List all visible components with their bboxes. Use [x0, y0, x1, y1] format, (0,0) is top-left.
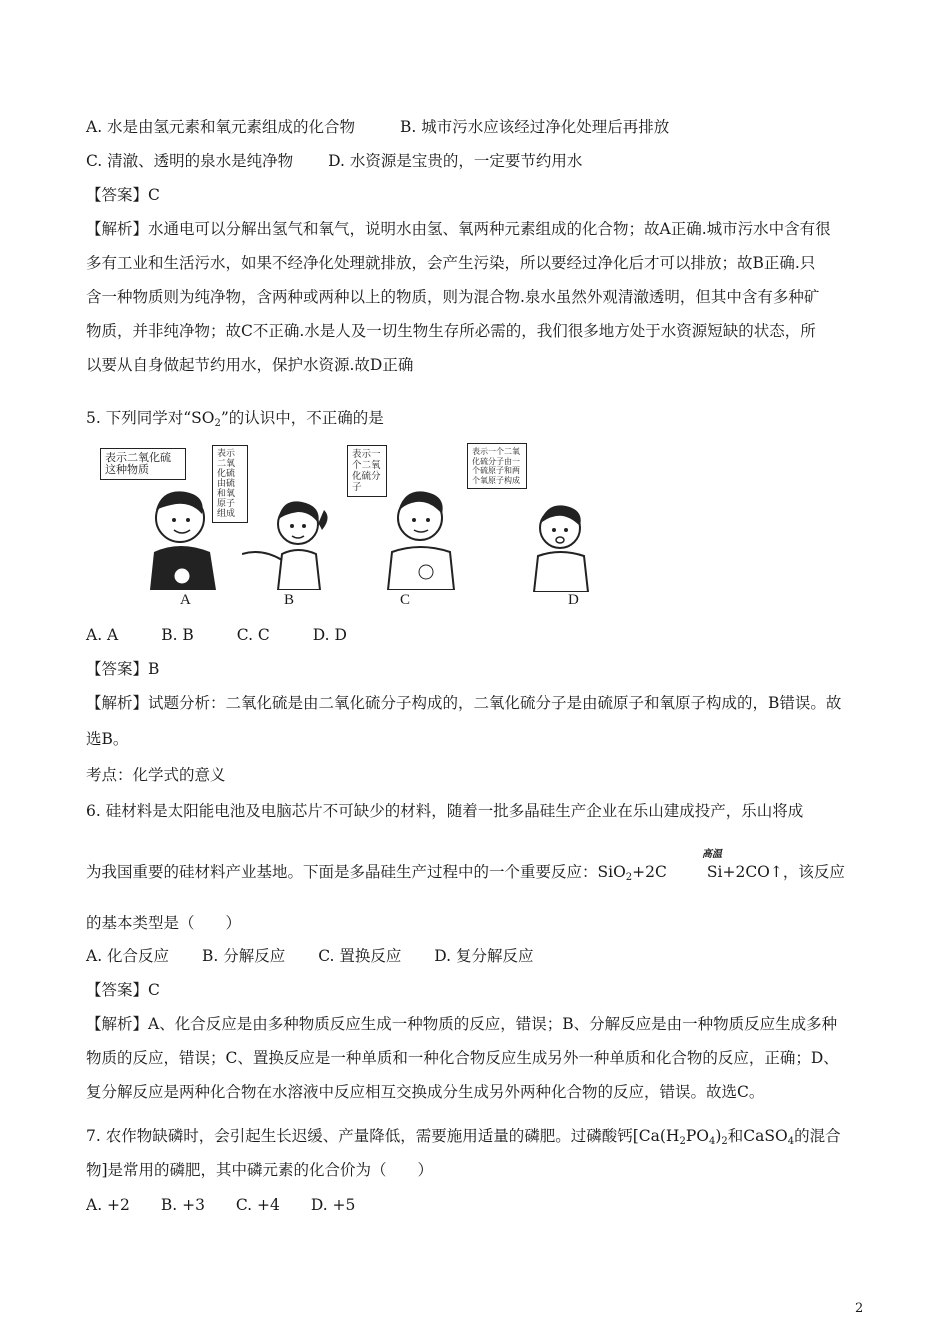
q4-answer: 【答案】C [86, 186, 160, 204]
q6-stem-line3: 的基本类型是（ ） [86, 914, 242, 932]
q4-options-ab [86, 117, 669, 137]
speech-bubble-a: 表示二氧化硫这种物质 [100, 448, 186, 480]
student-c-illustration [370, 482, 470, 590]
q6-option-a: A. 化合反应 [86, 947, 170, 965]
page-number: 2 [855, 1301, 864, 1316]
speech-bubble-d: 表示一个二氧化硫分子由一个硫原子和两个氧原子构成 [467, 443, 527, 489]
q5-cartoon-figure [92, 440, 612, 615]
q6-analysis-line: 复分解反应是两种化合物在水溶液中反应相互交换成分生成另外两种化合物的反应，错误。故选C。 [86, 1083, 765, 1101]
q7-options [86, 1195, 355, 1215]
q5-option-b: B. B [161, 626, 194, 644]
q6-option-b: B. 分解反应 [202, 947, 286, 965]
q6-analysis-line: 物质的反应，错误；C、置换反应是一种单质和一种化合物反应生成另外一种单质和化合物的反应，正确；D、 [86, 1049, 839, 1067]
q4-options-cd [86, 151, 582, 171]
q7-option-a: A. +2 [86, 1196, 130, 1214]
q5-answer: 【答案】B [86, 660, 160, 678]
q6-options [86, 946, 534, 966]
figure-label-c: C [400, 592, 411, 608]
q5-option-a: A. A [86, 626, 119, 644]
speech-bubble-c: 表示一个二氧化硫分子 [347, 445, 387, 497]
q6-stem-line1: 6. 硅材料是太阳能电池及电脑芯片不可缺少的材料，随着一批多晶硅生产企业在乐山建成投产，乐山将成 [86, 802, 804, 820]
q4-option-c: C. 清澈、透明的泉水是纯净物 [86, 152, 294, 170]
q6-stem-line2: 为我国重要的硅材料产业基地。下面是多晶硅生产过程中的一个重要反应：SiO$_2$+2C Si+2CO↑，该反应 [86, 863, 845, 883]
q5-analysis-line: 【解析】试题分析：二氧化硫是由二氧化硫分子构成的，二氧化硫分子是由硫原子和氧原子构成的，B错误。故 [86, 694, 842, 712]
q7-stem-line1: 7. 农作物缺磷时，会引起生长迟缓、产量降低，需要施用适量的磷肥。过磷酸钙[$Ca(H_2PO_4)_2$和CaSO$_4$的混合 [86, 1127, 841, 1147]
student-a-illustration [132, 480, 242, 590]
q4-analysis-line: 多有工业和生活污水，如果不经净化处理就排放，会产生污染，所以要经过净化后才可以排放；故B正确.只 [86, 254, 816, 272]
q6-option-d: D. 复分解反应 [434, 947, 534, 965]
q4-option-b: B. 城市污水应该经过净化处理后再排放 [400, 118, 670, 136]
q7-option-c: C. +4 [235, 1196, 280, 1214]
speech-bubble-b: 表示二氧化硫由硫和氧原子组成 [212, 445, 248, 523]
q7-option-b: B. +3 [160, 1196, 205, 1214]
q7-stem-line2: 物]是常用的磷肥，其中磷元素的化合价为（ ） [86, 1161, 434, 1179]
q4-analysis-line: 含一种物质则为纯净物，含两种或两种以上的物质，则为混合物.泉水虽然外观清澈透明，但其中含有多种矿 [86, 288, 820, 306]
q4-option-d: D. 水资源是宝贵的，一定要节约用水 [328, 152, 583, 170]
q7-option-d: D. +5 [310, 1196, 356, 1214]
q6-option-c: C. 置换反应 [318, 947, 402, 965]
student-b-illustration [242, 490, 342, 590]
figure-label-d: D [568, 592, 579, 608]
q4-analysis-line: 以要从自身做起节约用水，保护水资源.故D正确 [86, 356, 414, 374]
q4-analysis-line: 物质，并非纯净物；故C不正确.水是人及一切生物生存所必需的，我们很多地方处于水资源短缺的状态，所 [86, 322, 816, 340]
figure-label-a: A [180, 592, 191, 608]
student-d-illustration [510, 496, 610, 592]
q6-analysis-line: 【解析】A、化合反应是由多种物质反应生成一种物质的反应，错误；B、分解反应是由一种物质反应生成多种 [86, 1015, 838, 1033]
reaction-condition-label: 高温 [702, 849, 722, 860]
figure-label-b: B [284, 592, 295, 608]
q5-options [86, 625, 347, 645]
q5-option-d: D. D [312, 626, 347, 644]
q5-point: 考点：化学式的意义 [86, 766, 226, 784]
q6-answer: 【答案】C [86, 981, 160, 999]
q5-stem: 5. 下列同学对“$SO_2$”的认识中，不正确的是 [86, 409, 384, 429]
q5-option-c: C. C [236, 626, 270, 644]
q4-option-a: A. 水是由氢元素和氧元素组成的化合物 [86, 118, 356, 136]
q5-analysis-line: 选B。 [86, 730, 129, 748]
q4-analysis-line: 【解析】水通电可以分解出氢气和氧气，说明水由氢、氧两种元素组成的化合物；故A正确.城市污水中含有很 [86, 220, 831, 238]
